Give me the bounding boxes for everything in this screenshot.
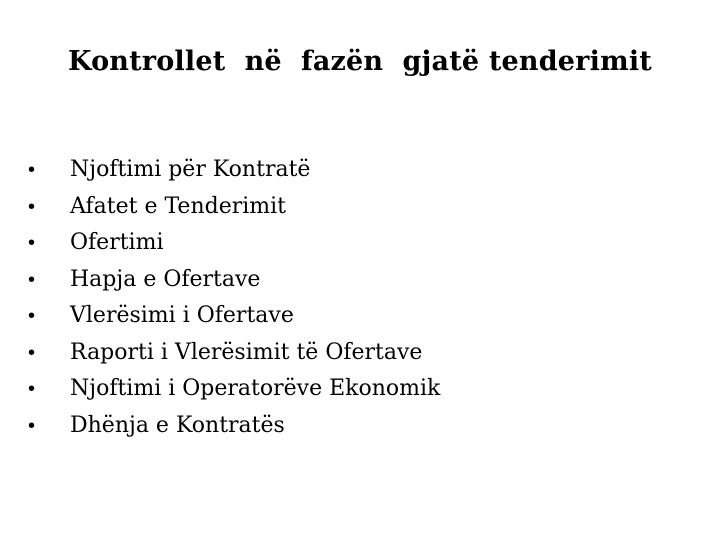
list-item-text: Njoftimi i Operatorëve Ekonomik: [70, 376, 441, 401]
slide-title: Kontrollet në fazën gjatë tenderimit: [68, 46, 652, 77]
list-item-text: Hapja e Ofertave: [70, 266, 261, 292]
bullet-icon: •: [28, 232, 36, 254]
list-item: [28, 413, 440, 450]
bullet-icon: •: [28, 268, 36, 291]
list-item-text: Dhënja e Kontratës: [70, 412, 285, 438]
list-item: [28, 194, 440, 231]
list-item-text: Vlerësimi i Ofertave: [70, 303, 294, 328]
bullet-icon: •: [28, 378, 36, 400]
list-item-text: Raporti i Vlerësimit të Ofertave: [70, 339, 423, 365]
list-item-text: Ofertimi: [70, 230, 164, 255]
bullet-icon: •: [28, 159, 36, 181]
bullet-icon: •: [28, 414, 36, 437]
list-item: [28, 230, 440, 267]
list-item-text: Njoftimi për Kontratë: [70, 157, 311, 182]
bullet-list: [28, 157, 440, 449]
list-item: [28, 267, 440, 304]
bullet-icon: •: [28, 195, 36, 218]
list-item-text: Afatet e Tenderimit: [70, 193, 287, 219]
list-item: [28, 303, 440, 340]
bullet-icon: •: [28, 305, 36, 327]
bullet-icon: •: [28, 341, 36, 364]
list-item: [28, 157, 440, 194]
list-item: [28, 340, 440, 377]
list-item: [28, 376, 440, 413]
